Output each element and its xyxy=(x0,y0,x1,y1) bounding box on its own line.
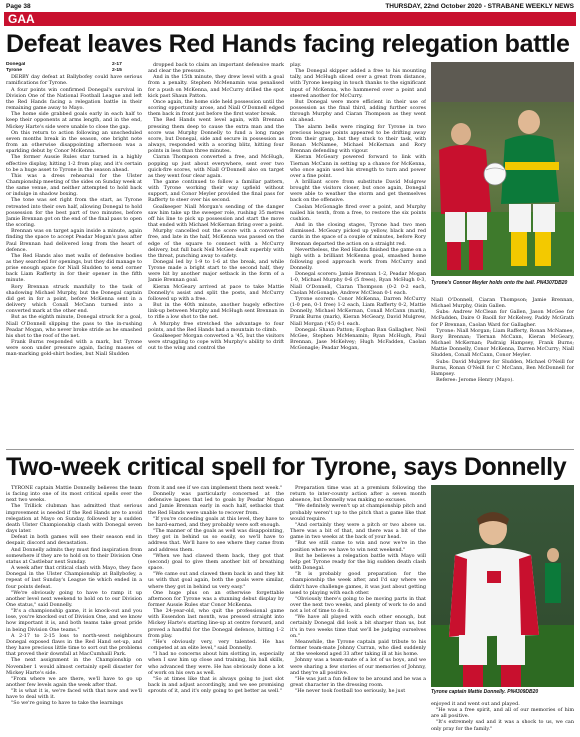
paragraph: Niall O'Donnell, Ciaran Thompson; Jamie Brennan, Michael Murphy, Oisin Gallen. xyxy=(431,297,574,310)
match-photo xyxy=(431,62,574,276)
paragraph: This was a dress rehearsal for the Ulster Championship meeting of the sides on Sunday week at the same venue, and neither attempted to hold back or indulge in shadow boxing. xyxy=(6,172,142,198)
paragraph: The game continued to follow a familiar pattern, with Tyrone working their way upfield without support, and Conor Meyler provided the final pass for Rafferty to steer over his second. xyxy=(148,178,284,204)
paragraph: Nevertheless, the Red Hands finished the game on a high with a brilliant McKenna goal, smashed home following good approach work from McCurry and Donnelly. xyxy=(290,246,426,272)
paragraph: "But we still came to win and now we're in the position where we have to win next weekend." xyxy=(290,540,426,553)
paragraph: But as the eighth minute, Donegal struck for a goal, Niall O'Donnell slipping the pass to the in-rushing Peadar Mogan, who never broke stride as he smashed his shot to the roof of the net. xyxy=(6,314,142,339)
paragraph: enjoyed it and went out and played. xyxy=(431,701,520,707)
paragraph: Subs: David Mulgrew for Sludden, Michael O'Neill for Burns, Ronan O'Neill for C McCann, Ben McDonnell for Hampsey. xyxy=(431,358,574,377)
paragraph: "He was a free spirit, and all of our memories of him are all positive. xyxy=(431,707,574,720)
paragraph: "I had no concerns about him slotting in, especially when I saw him up close and training, his ball skills, who advanced they were. He has obviously done a lot of work on his own as well. xyxy=(148,651,284,676)
paragraph: Rory Brennan struck manfully to the task of shadowing Michael Murphy, but the Donegal captain did get in for a point, before McKenna sent in a delivery which Conall McCann turned into a converted mark at the other end. xyxy=(6,283,142,315)
paragraph: And Donnelly admits they must find inspiration from somewhere if they are to hold on to their Division One status at Castlebar next Sunday. xyxy=(6,546,142,565)
paragraph: "We have all played with each other enough, but certainly Donegal did look a bit sharper than us, but it's in two weeks time that we'll be judging ourselves on." xyxy=(290,614,426,639)
headline-main: Defeat leaves Red Hands facing relegation battle xyxy=(6,30,570,58)
paragraph: The next assignment in the Championship on November 1 would almost certainly spell disaster for Mickey Harte's side. xyxy=(6,657,142,676)
paragraph: "It is probably good preparation for the championship the week after, and I'd say where we didn't have challenge games, it was just about getting used to playing with each other. xyxy=(290,571,426,596)
paragraph: "He was just a fun fellow to be around and he was a great character in the dressing room. xyxy=(290,675,426,688)
match-photo-caption: Tyrone's Connor Meyler holds onto the ball. PN4307DB20 xyxy=(431,280,568,286)
paragraph: "So at times like that is always going to just slot back in and adjust accordingly, and we see promising sprouts of it, and it's only going to get better as well." xyxy=(148,675,284,695)
story1-column-2 xyxy=(148,62,284,446)
paragraph: "When we had clawed them back, they got that (second) goal to give them another bit of breathing space. xyxy=(148,552,284,572)
paragraph: "He never took football too seriously, he just xyxy=(295,688,406,695)
paragraph: Defeat in both games will see their season end in despair, discord and devastation. xyxy=(6,534,142,547)
captain-photo-caption: Tyrone captain Mattie Donnelly. PN4309DB20 xyxy=(431,689,539,695)
paragraph: "The manner of the goals as well was disappointing, they got in behind us so easily, so we'll have to address that. We'll have to see where they came from and address them. xyxy=(148,528,284,553)
paragraph: Kieran McGeary arrived at pace to take Mattie Donnelly's assist and split the posts, and McCurry followed up with a free. xyxy=(148,283,284,302)
section-band xyxy=(4,12,576,26)
paragraph: But Donegal were more efficient in their use of possession as the final third, adding further scores through Murphy and Ciaran Thompson as they went six ahead. xyxy=(290,98,426,124)
score-away-value: 2-15 xyxy=(112,68,122,74)
paragraph: from it and see if we can implement them next week." xyxy=(148,485,283,491)
paragraph: "From where we are there, we'll have to go up another few levels again the week after that. xyxy=(6,675,142,688)
paragraph: The 24-year-old, who quit the professional game with Essendon last month, was pressed straight into Mickey Harte's starting line-up at centre forward, and proved a handful for the Donegal defence, hitting 1-2 from play. xyxy=(148,608,284,639)
paragraph: On this return to action following an unscheduled seven months break in the season, one bright note from an otherwise disappointing afternoon was a sparkling debut by Conor McKenna. xyxy=(6,129,142,155)
paragraph: Goalkeeper Niall Morgan's sending of the danger saw him take up the sweeper role, rushing 35 metres off his line to pick up possession and start the move that ended with Michael McKernan firing over a point. xyxy=(148,203,284,229)
paragraph: Donegal: Shaun Patton; Eoghan Ban Gallagher, Neil McGee, Stephen McMenamin; Ryan McHugh, Paul Brennan, Jase McKelvey; Hugh McFadden, Caolan McGonagle; Peadar Mogan, xyxy=(290,326,426,352)
story1-column-4 xyxy=(431,297,574,447)
paragraph: One huge plus on an otherwise forgettable afternoon for Tyrone was a stunning debut display by former Aussie Rules star Conor McKenna. xyxy=(148,589,284,608)
paragraph: "If you're conceding goals at this level, they have to be hard-earned, and they probably were soft enough. xyxy=(148,515,284,528)
paragraph: Donegal scorers: Jamie Brennan 1-2, Peadar Mogan 1-0, Michael Murphy 0-6 (5 frees), Ryan McHugh 0-3, Niall O'Donnell, Ciaran Thompson (0-2 0-2 each, Caolan McGonagle, Andrew McClean 0-1 each. xyxy=(290,271,426,296)
section-label: GAA xyxy=(8,12,35,26)
captain-photo xyxy=(431,485,574,687)
paragraph: TYRONE captain Mattie Donnelly believes the team is facing into one of its most critical spells over the next two weeks. xyxy=(6,485,142,504)
paragraph: dropped back to claim an important defensive mark and clear the pressure. xyxy=(148,62,284,75)
paragraph: The Red Hands went level again, with Brennan pressing them deep to cause the extra man and the score was Murphy Donnelly to fund a long range score, but Donegal, side and secure in possession as always, responded with a scoring blitz, hitting four points in less than three minutes. xyxy=(148,117,284,155)
page-header xyxy=(6,3,574,11)
paragraph: Caolan McGonagle fired over a point, and Murphy nailed his tenth, from a free, to restore the six points cushion. xyxy=(290,203,426,222)
story1-column-3 xyxy=(290,62,426,446)
story1-column-1 xyxy=(6,62,142,446)
paragraph: The Donegal skipper added a free to his mounting tally, and McHugh sliced over a great from distance, with Tyrone keeping in touch thanks to the significant input of McKenna, who hammered over a point and steered another for McCurry. xyxy=(290,68,426,99)
paragraph: Meanwhile, the Tyrone captain paid tribute to his former team-mate Johnny Curran, who died suddenly at the weekend aged 33 after taking ill at his home. xyxy=(290,638,426,658)
paragraph: And in the 15th minute, they drew level with a goal from a penalty. Stephen McMenamin was penalised for a push on McKenna, and McCurry drilled the spot kick past Shaun Patton. xyxy=(148,74,284,99)
match-photo-graphic xyxy=(431,62,574,276)
story2-column-1 xyxy=(6,485,142,733)
paragraph: Murphy cancelled out the score with a converted free, and late in the half, McKenna was passed on the edge of the square to connect with a McCurry delivery, but full back Neil McGee dealt superbly with the threat, punching away to safety. xyxy=(148,228,284,259)
story2-column-4 xyxy=(431,701,574,735)
paragraph: A four points win confirmed Donegal's survival in Division One of the National Football League and left the Red Hands facing a relegation battle in their remaining game away to Mayo. xyxy=(6,86,142,112)
paragraph: The Trillick clubman has admitted that serious improvement is needed if the Red Hands are to avoid relegation at Mayo on Sunday, followed by a sudden death Ulster Championship clash with Donegal seven days later. xyxy=(6,503,142,535)
story-divider xyxy=(6,449,574,450)
paragraph: A 2-17 to 2-15 loss to north-west neighbours Donegal exposed flaws in the Red Hand set-up, and they have precious little time to sort out the problems that proved their downfall at MacCumhaill Park. xyxy=(6,632,142,658)
paragraph: "It's extremely sad and it was a shock to us, we can only pray for the family." xyxy=(431,719,574,732)
paragraph: A Murphy free stretched the advantage to four points, and the Red Hands had a mountain to climb. xyxy=(148,320,284,333)
paragraph: "He's obviously very, very talented. He has competed at an elite level," said Donnelly. xyxy=(148,638,284,652)
paragraph: play. xyxy=(290,62,302,68)
paragraph: The former Aussie Rules star turned in a highly effective display, hitting 1-2 from play, and it's certain to be a huge asset to Tyrone in the season ahead. xyxy=(6,154,142,173)
paragraph: "And certainly they were a pitch or two above us. There was a bit of that, and there was a bit of the game in two weeks at the back of your head. xyxy=(290,521,426,541)
paragraph: "Obviously there's going to be moving parts in that over the next two weeks, and plenty of work to do and not a lot of time to do it. xyxy=(290,595,426,615)
story2-column-3 xyxy=(290,485,426,733)
paragraph: Once again, the home side held possession until the scoring opportunity arose, and Niall O'Donnell edged them back in front just before the first water break. xyxy=(148,98,284,118)
paragraph: DERBY day defeat at Ballybofey could have serious ramifications for Tyrone. xyxy=(6,74,142,87)
paragraph: Donegal led by 1-9 to 1-6 at the break, and while Tyrone made a bright start to the second half, they were hit by another major setback in the form of a Jamie Brennan goal. xyxy=(148,259,284,284)
story2-column-2 xyxy=(148,485,284,733)
paragraph: The home side grabbed goals early in each half to keep their opponents at arms length, and in the end, Mickey Harte's side were unable to close the gap. xyxy=(6,111,142,130)
paragraph: The Red Hands also met walls of defensive bodies as they searched for openings, but they did manage to prise enough space for Niall Sludden to send corner back Liam Rafferty in for their opener in the fifth minute. xyxy=(6,252,142,284)
captain-photo-graphic xyxy=(431,485,574,687)
paragraph: But he believes a relegation battle with Mayo will help get Tyrone ready for the big sudden death clash with Donegal. xyxy=(290,552,426,572)
issue-date: THURSDAY, 22nd October 2020 - STRABANE WEEKLY NEWS xyxy=(385,3,574,10)
score-home-team: Donegal xyxy=(6,62,26,67)
paragraph: Tyrone: Niall Morgan; Liam Rafferty, Ronan McNamee, Rory Brennan; Tiernan McCann, Kieran McGeary, Michael McKernan; Padraig Hampsey, Frank Burns; Mattie Donnelly, Conor McKenna, Darren McCurry; Niall Sludden, Conall McCann, Conor Meyler. xyxy=(431,327,574,359)
score-home-value: 2-17 xyxy=(112,62,122,67)
paragraph: The alarm bells were ringing for Tyrone in two precious league points appeared to be drifting away from their grasp, but they stuck to their task, with Ronan McNamee, Michael McKernan and Rory Brennan defending with vigour. xyxy=(290,123,426,155)
paragraph: Referee: Jerome Henry (Mayo). xyxy=(436,377,514,384)
paragraph: "It is what it is, we're faced with that now and we'll have to deal with it. xyxy=(6,688,142,701)
paragraph: Brennan was on target again inside a minute, again finding the space to accept Peadar Mogan's pass after Paul Brennan had delivered long from the heart of defence. xyxy=(6,228,142,253)
paragraph: Subs: Andrew McClean for Gallen, Jason McGee for McFadden, Daire O Baoill for McKelvey, Paddy McGrath for P Brennan, Caolan Ward for Gallagher. xyxy=(431,309,574,328)
paragraph: Goalkeeper Morgan converted a '45, but the visitors were struggling to cope with Murphy's ability to drift out to the wing and control the xyxy=(148,332,284,352)
paragraph: A week after that critical clash with Mayo, they face Donegal in the Ulster Championship at Ballybofey, a repeat of last Sunday's League tie which ended in a four points defeat. xyxy=(6,565,142,590)
paragraph: Johnny was a team-mate of a lot of us boys, and we were sharing a few stories of our memories of Johnny, and they're all positive. xyxy=(290,657,426,676)
paragraph: Frank Burns responded with a mark, but Tyrone were soon under pressure again, facing masses of man-marking gold-shirt bodies, but Niall Sludden xyxy=(6,339,142,358)
paragraph: Donnelly was particularly concerned at the defensive lapses that led to goals by Peadar Mogan and Jamie Brennan early in each half, setbacks that the Red Hands were unable to recover from. xyxy=(148,491,284,516)
paragraph: "It's a championship game, it is knock-out and you lose, you're knocked out of Division One, and we know how important it is, and both teams take great pride in being Division One teams." xyxy=(6,608,142,633)
paragraph: But in the 40th minute, another hugely effective link-up between Murphy and McHugh sent Brennan in to rifle a low shot to the net. xyxy=(148,302,284,321)
score-away-team: Tyrone xyxy=(6,68,22,74)
paragraph: "We're obviously going to have to ramp it up another level next weekend to hold on to our Division One status," said Donnelly. xyxy=(6,589,142,608)
paragraph: "We definitely weren't up at championship pitch and probably weren't up to the pitch that a game like that would require. xyxy=(290,503,426,522)
paragraph: And in the closing stages, Tyrone had two men dismissed. McGeary picked up yellow, black and red cards in the space of a couple of minutes, before Rory Brennan departed the action on a straight red. xyxy=(290,222,426,247)
page-number: Page 38 xyxy=(6,3,31,10)
paragraph: The tone was set right from the start, as Tyrone retreated into their own half, allowing Donegal to hold possession for the best part of two minutes, before Jamie Brennan got on the end of the final pass to open the scoring. xyxy=(6,197,142,229)
paragraph: Ciaran Thompson converted a free, and McHugh, popping up just about everywhere, sent over two quick-fire scores, with Niall O'Donnell also on target as they went four clear again. xyxy=(148,154,284,179)
paragraph: A brilliant score from substitute David Mulgrew brought the visitors closer, but once again, Donegal were able to weather the storm and get themselves back on the offensive. xyxy=(290,178,426,204)
headline-secondary: Two-week critical spell for Tyrone, says Donnelly xyxy=(6,453,567,481)
paragraph: Tyrone scorers: Conor McKenna, Darren McCurry (1-0 pen, 0-1 free) 1-2 each, Liam Rafferty 0-2, Mattie Donnelly, Michael McKernan, Conall McCann (mark), Frank Burns (mark), Kieran McGeary, David Mulgrew, Niall Morgan ('45) 0-1 each. xyxy=(290,295,426,327)
paragraph: Kieran McGeary powered forward to link with Tiernan McCann in setting up a chance for McKenna, who once again used his strength to turn and power over a fine point. xyxy=(290,154,426,179)
paragraph: Preparation time was at a premium following the return to inter-county action after a seven month absence, but Donnelly was making no excuses. xyxy=(290,485,426,504)
paragraph: "We came out and clawed them back in and they hit us with that goal again, both the goals were similar, where they got in behind us very easy." xyxy=(148,571,284,590)
paragraph: "So we're going to have to take the learnings xyxy=(11,700,124,707)
